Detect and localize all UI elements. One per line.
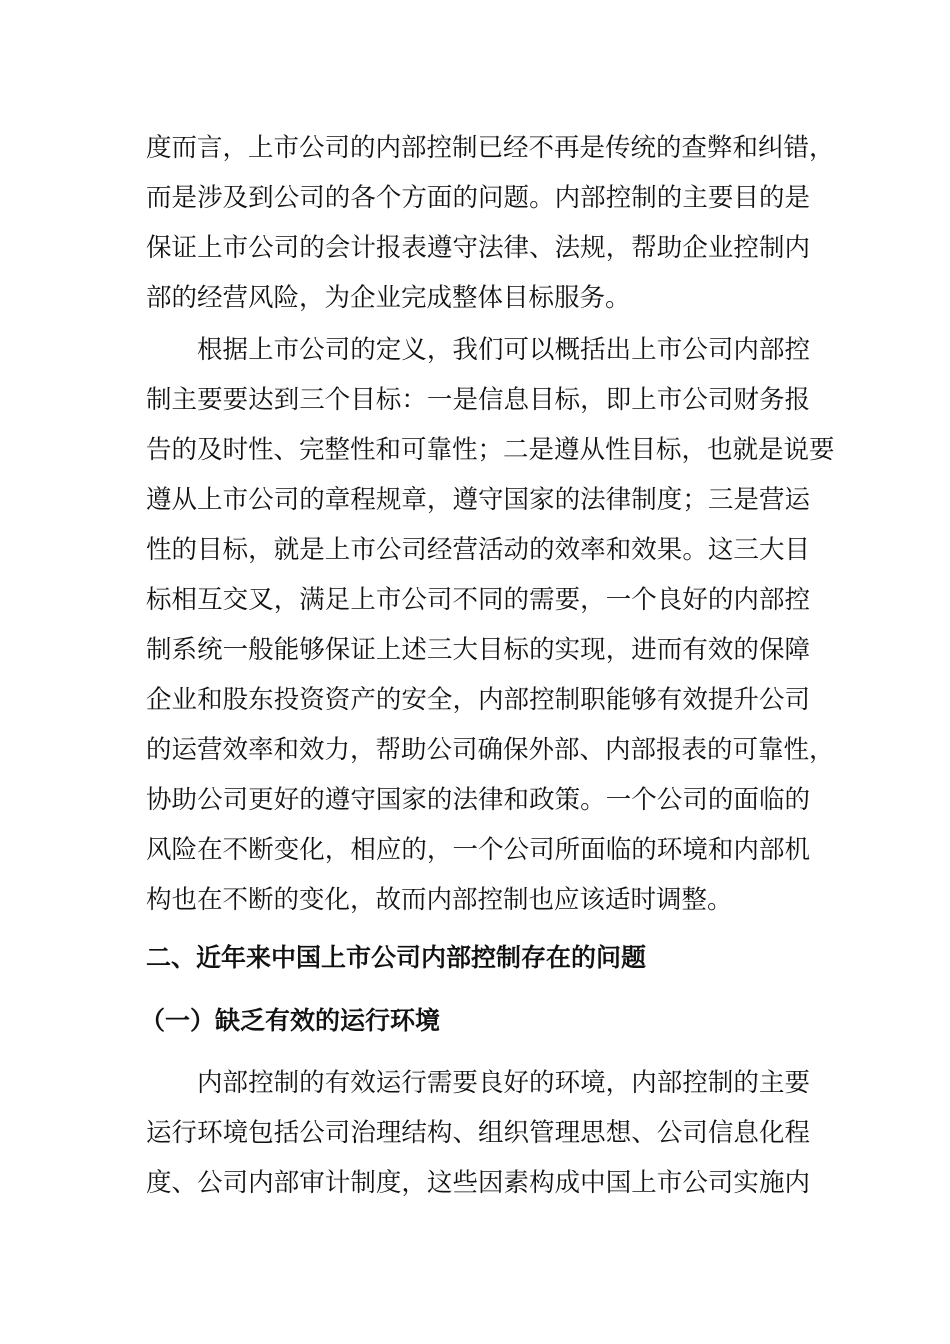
paragraph-line: 告的及时性、完整性和可靠性；二是遵从性目标，也就是说要 xyxy=(146,435,835,465)
paragraph-line: 运行环境包括公司治理结构、组织管理思想、公司信息化程 xyxy=(146,1118,810,1148)
paragraph-2 xyxy=(146,325,835,925)
paragraph-line: 企业和股东投资资产的安全，内部控制职能够有效提升公司 xyxy=(146,685,810,715)
paragraph-line: 部的经营风险，为企业完成整体目标服务。 xyxy=(146,283,631,313)
paragraph-line: 根据上市公司的定义，我们可以概括出上市公司内部控 xyxy=(197,335,810,365)
paragraph-line: 制主要要达到三个目标：一是信息目标，即上市公司财务报 xyxy=(146,385,810,415)
paragraph-3 xyxy=(146,1058,810,1208)
paragraph-line: 协助公司更好的遵守国家的法律和政策。一个公司的面临的 xyxy=(146,785,810,815)
paragraph-line: 风险在不断变化，相应的，一个公司所面临的环境和内部机 xyxy=(146,835,810,865)
section-heading: 二、近年来中国上市公司内部控制存在的问题 xyxy=(146,943,647,972)
paragraph-line: 而是涉及到公司的各个方面的问题。内部控制的主要目的是 xyxy=(146,183,810,213)
paragraph-line: 制系统一般能够保证上述三大目标的实现，进而有效的保障 xyxy=(146,635,810,665)
paragraph-line: 遵从上市公司的章程规章，遵守国家的法律制度；三是营运 xyxy=(146,485,810,515)
paragraph-line: 度而言，上市公司的内部控制已经不再是传统的查弊和纠错， xyxy=(146,133,835,163)
paragraph-line: 构也在不断的变化，故而内部控制也应该适时调整。 xyxy=(146,885,733,915)
paragraph-line: 保证上市公司的会计报表遵守法律、法规，帮助企业控制内 xyxy=(146,233,810,263)
paragraph-line: 标相互交叉，满足上市公司不同的需要，一个良好的内部控 xyxy=(146,585,810,615)
paragraph-1 xyxy=(146,123,835,323)
paragraph-line: 度、公司内部审计制度，这些因素构成中国上市公司实施内 xyxy=(146,1168,810,1198)
subsection-heading: （一）缺乏有效的运行环境 xyxy=(140,1006,441,1035)
paragraph-line: 性的目标，就是上市公司经营活动的效率和效果。这三大目 xyxy=(146,535,810,565)
paragraph-line: 内部控制的有效运行需要良好的环境，内部控制的主要 xyxy=(197,1068,810,1098)
paragraph-line: 的运营效率和效力，帮助公司确保外部、内部报表的可靠性， xyxy=(146,735,835,765)
